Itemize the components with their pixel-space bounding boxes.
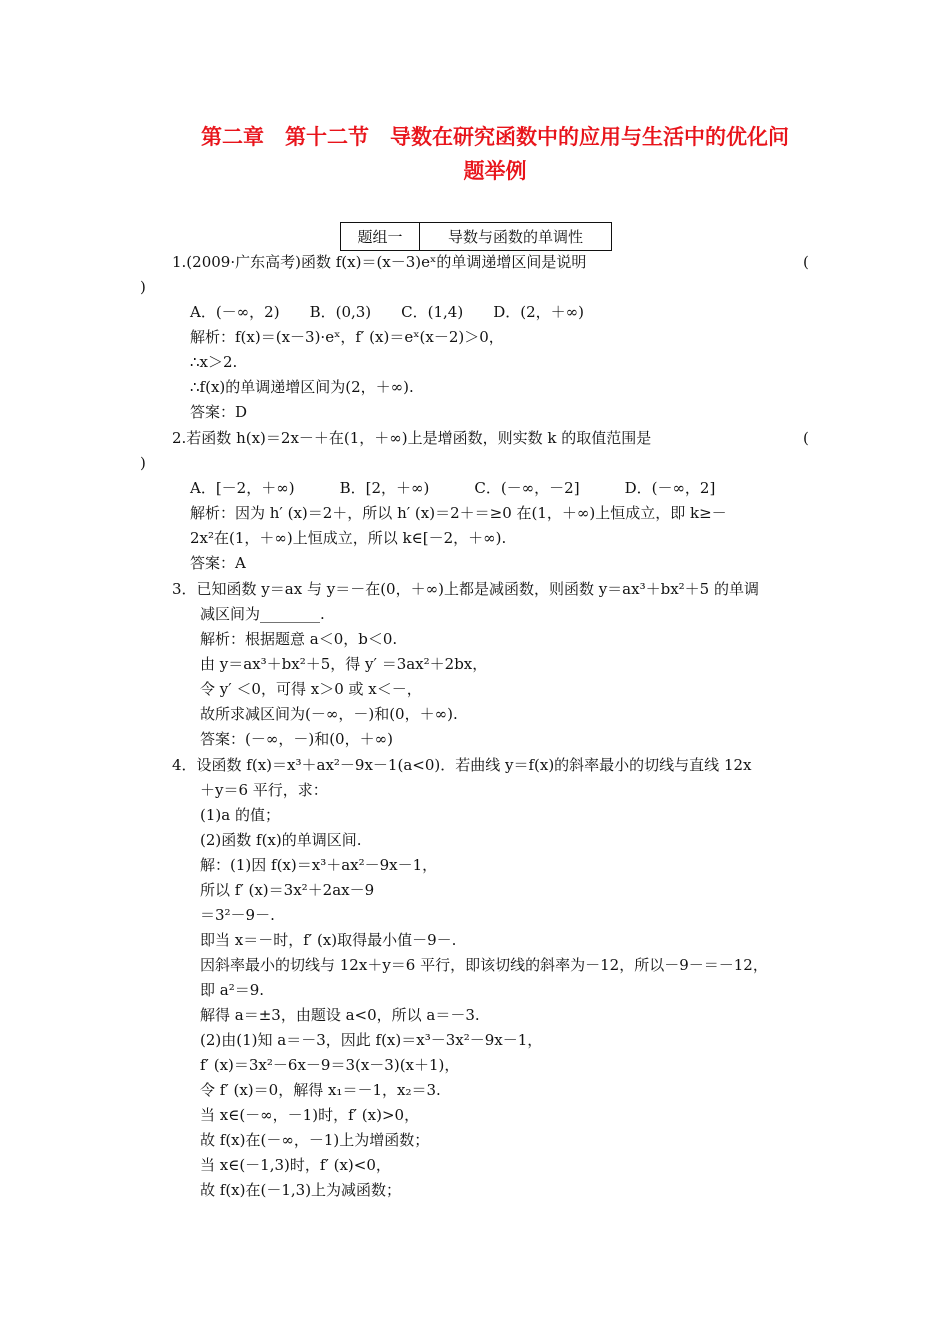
document-title: [160, 120, 830, 188]
text-line: 2x²在(1，＋∞)上恒成立，所以 k∈[－2，＋∞).: [190, 529, 507, 547]
text-line: 当 x∈(－∞，－1)时，f′ (x)>0，: [200, 1106, 420, 1124]
text-line: 故所求减区间为(－∞，－)和(0，＋∞).: [200, 705, 458, 723]
text-line: 故 f(x)在(－1,3)上为减函数；: [200, 1181, 402, 1199]
text-line: 答案：D: [190, 403, 248, 421]
text-line: (1)a 的值；: [200, 806, 280, 824]
text-line: 由 y＝ax³＋bx²＋5，得 y′ ＝3ax²＋2bx，: [200, 655, 488, 673]
text-line: 减区间为________.: [200, 605, 325, 623]
text-line: 4．设函数 f(x)＝x³＋ax²－9x－1(a<0)．若曲线 y＝f(x)的斜率最小的切线与直线 12x: [172, 756, 752, 774]
title-line-2: 题举例: [463, 158, 527, 183]
text-line: 解析：f(x)＝(x－3)·eˣ，f′ (x)＝eˣ(x－2)＞0，: [190, 328, 504, 346]
question-group-header: [340, 222, 612, 251]
text-line: 解得 a＝±3，由题设 a<0，所以 a＝－3.: [200, 1006, 480, 1024]
answer-paren-open: (: [803, 253, 809, 271]
answer-paren-open: (: [803, 429, 809, 447]
text-line: 2.若函数 h(x)＝2x－＋在(1，＋∞)上是增函数，则实数 k 的取值范围是: [172, 429, 652, 447]
text-line: 当 x∈(－1,3)时，f′ (x)<0，: [200, 1156, 391, 1174]
text-line: f′ (x)＝3x²－6x－9＝3(x－3)(x＋1)，: [200, 1056, 460, 1074]
text-line: 令 f′ (x)＝0，解得 x₁＝－1，x₂＝3.: [200, 1081, 441, 1099]
text-line: 解析：根据题意 a＜0，b＜0.: [200, 630, 398, 648]
text-line: ∴f(x)的单调递增区间为(2，＋∞).: [190, 378, 414, 396]
text-line: 1.(2009·广东高考)函数 f(x)＝(x－3)eˣ的单调递增区间是说明: [172, 253, 587, 271]
text-line: 令 y′ ＜0，可得 x＞0 或 x＜－，: [200, 680, 422, 698]
text-line: (2)由(1)知 a＝－3，因此 f(x)＝x³－3x²－9x－1，: [200, 1031, 543, 1049]
title-line-1: 第二章 第十二节 导数在研究函数中的应用与生活中的优化问: [201, 124, 789, 149]
text-line: 因斜率最小的切线与 12x＋y＝6 平行，即该切线的斜率为－12，所以－9－＝－12，: [200, 956, 768, 974]
text-line: (2)函数 f(x)的单调区间.: [200, 831, 362, 849]
text-line: 答案：(－∞，－)和(0，＋∞): [200, 730, 393, 748]
text-line: 答案：A: [190, 554, 246, 572]
group-label: 题组一: [341, 223, 420, 250]
text-line: ＋y＝6 平行，求：: [200, 781, 328, 799]
text-line: 所以 f′ (x)＝3x²＋2ax－9: [200, 881, 375, 899]
text-line: ∴x＞2.: [190, 353, 238, 371]
text-line: ＝3²－9－.: [200, 906, 275, 924]
text-line: 即当 x＝－时，f′ (x)取得最小值－9－.: [200, 931, 457, 949]
text-line: 即 a²＝9.: [200, 981, 265, 999]
text-line: 解析：因为 h′ (x)＝2＋，所以 h′ (x)＝2＋＝≥0 在(1，＋∞)上恒成立，即 k≥－: [190, 504, 727, 522]
answer-paren-close: ): [140, 278, 146, 296]
answer-paren-close: ): [140, 454, 146, 472]
text-line: A．[－2，＋∞) B．[2，＋∞) C．(－∞，－2] D．(－∞，2]: [190, 479, 716, 497]
text-line: A．(－∞，2) B．(0,3) C．(1,4) D．(2，＋∞): [190, 303, 584, 321]
text-line: 故 f(x)在(－∞，－1)上为增函数；: [200, 1131, 430, 1149]
group-topic: 导数与函数的单调性: [447, 228, 583, 246]
text-line: 3．已知函数 y＝ax 与 y＝－在(0，＋∞)上都是减函数，则函数 y＝ax³＋bx²＋5 的单调: [172, 580, 759, 598]
text-line: 解：(1)因 f(x)＝x³＋ax²－9x－1，: [200, 856, 438, 874]
